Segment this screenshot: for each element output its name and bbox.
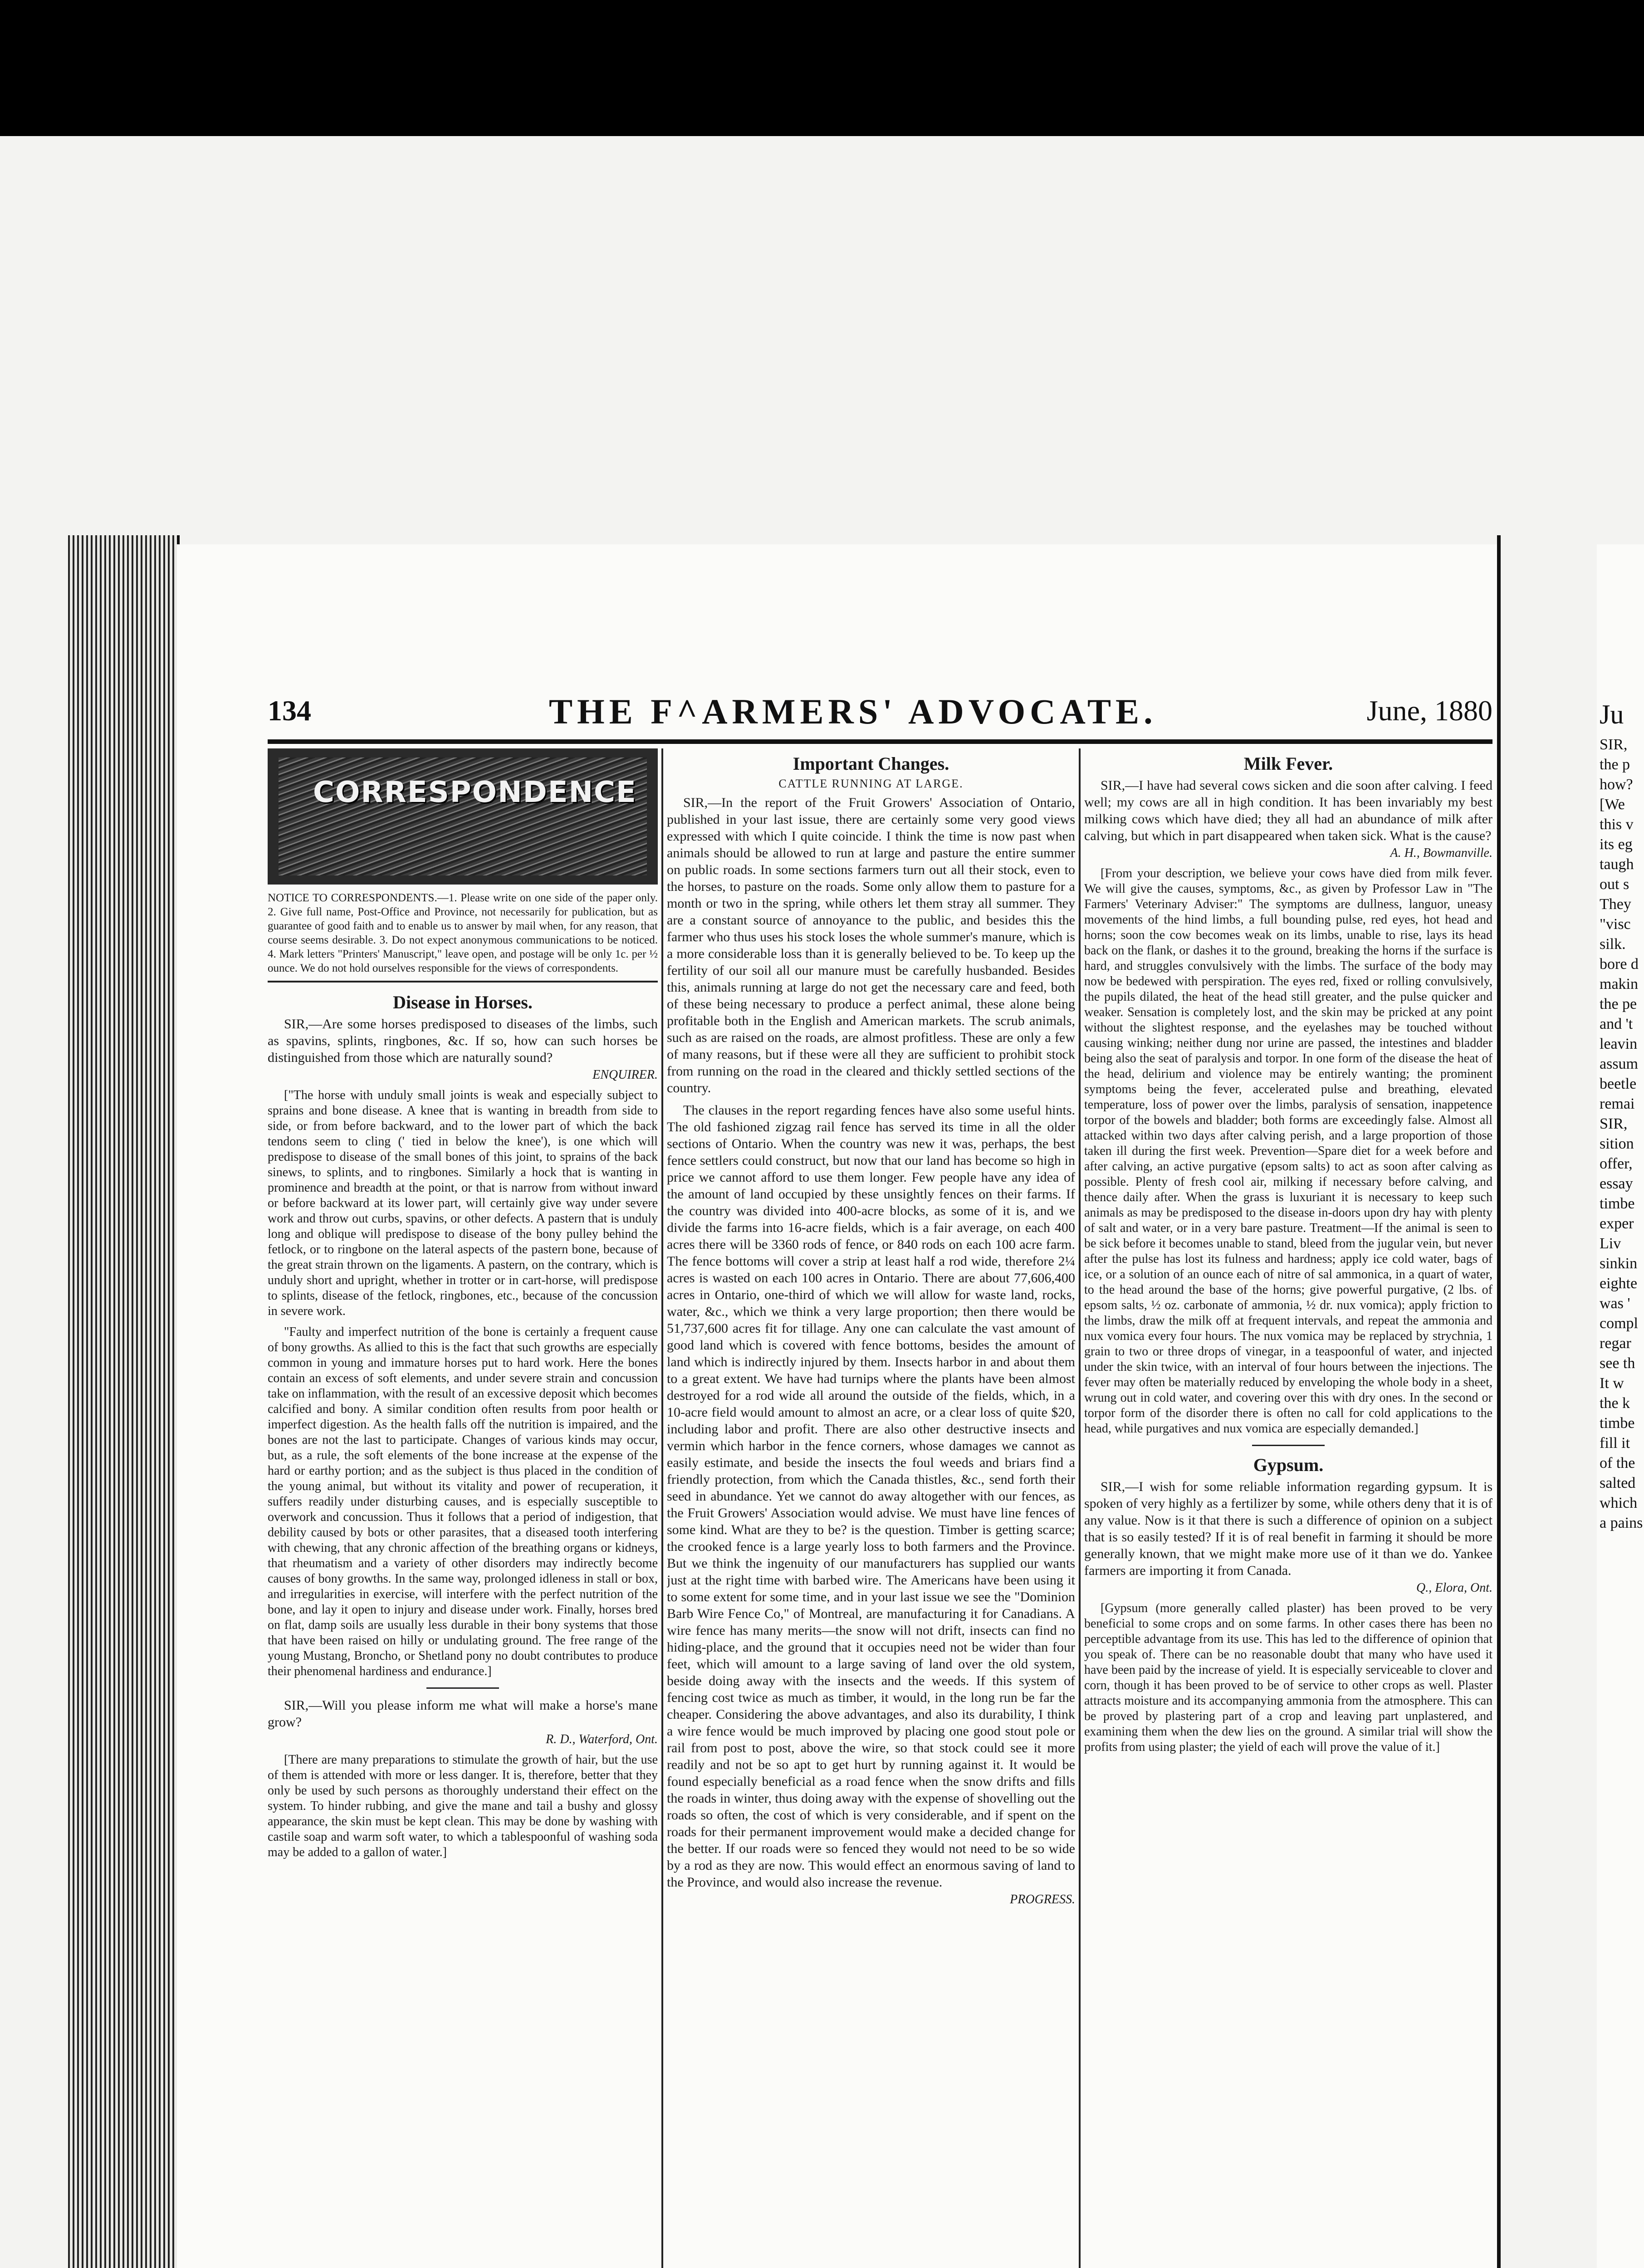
next-page-text-fragment: the pe: [1600, 996, 1637, 1012]
next-page-text-fragment: was ': [1600, 1295, 1630, 1312]
editor-reply: ["The horse with unduly small joints is weak and especially subject to sprains and bone disease. A knee that is wanting in breadth from side to side, or from before backward, and to the lower part of which the back tendons seem to cling (' tied in below the knee'), is one which will predispose to disease of the small bones of this joint, to sprains of the back sinews, to splints, and to ringbones. Similarly a hock that is wanting in prominence and breadth at the point, or that is narrow from without inward or before backward at its lower part, will certainly give way under severe work and throw out curbs, spavins, or other defects. A pastern that is unduly long and oblique will predispose to disease of the bony pulley behind the fetlock, or to ringbone on the lateral aspects of the pastern bone, because of the great strain thrown on the ligaments. A pastern, on the contrary, which is unduly short and upright, whether in trotter or in cart-horse, will predispose to splints, disease of the fetlock, ringbones, etc., because of the concussion in severe work.: [268, 1088, 658, 1318]
next-page-text-fragment: sition: [1600, 1135, 1634, 1152]
next-page-text-fragment: and 't: [1600, 1016, 1633, 1032]
next-page-text-fragment: silk.: [1600, 936, 1626, 953]
page-header: [268, 694, 1492, 735]
next-page-text-fragment: "visc: [1600, 916, 1631, 933]
section-rule: [268, 981, 658, 982]
next-page-text-fragment: remai: [1600, 1095, 1635, 1112]
next-page-text-fragment: They: [1600, 896, 1631, 913]
issue-date: June, 1880: [1366, 694, 1492, 727]
next-page-text-fragment: its eg: [1600, 836, 1633, 853]
next-page-text-fragment: timbe: [1600, 1415, 1635, 1432]
article-title-milk-fever: Milk Fever.: [1243, 753, 1333, 774]
next-page-text-fragment: which: [1600, 1495, 1638, 1511]
next-page-text-fragment: SIR,: [1600, 736, 1628, 753]
article-title-disease-in-horses: Disease in Horses.: [393, 992, 533, 1012]
letter-text: SIR,—I have had several cows sicken and die soon after calving. I feed well; my cows are all in high condition. It has been invariably my best milking cows which have died; they all had an abundance of milk after calving, but which in part disappeared when taken sick. What is the cause?: [1084, 778, 1492, 843]
header-rule: [268, 739, 1492, 744]
page-number: 134: [268, 694, 311, 727]
next-page-text-fragment: of the: [1600, 1455, 1635, 1471]
next-page-text-fragment: the p: [1600, 756, 1630, 773]
next-page-text-fragment: beetle: [1600, 1075, 1637, 1092]
next-page-text-fragment: eighte: [1600, 1275, 1638, 1292]
column-rule: [1079, 748, 1081, 2268]
column-1: [268, 748, 658, 2268]
column-3: [1084, 748, 1492, 2268]
next-page-text-fragment: taugh: [1600, 856, 1634, 873]
letter-signature: R. D., Waterford, Ont.: [546, 1732, 658, 1746]
editor-reply: "Faulty and imperfect nutrition of the bone is certainly a frequent cause of bony growths. As allied to this is the fact that such growths are especially common in young and immature horses put to hard work. Here the bones contain an excess of soft elements, and under severe strain and concussion take on inflammation, with the result of an excessive deposit which becomes calcified and bony. A similar condition often results from poor health or imperfect digestion. As the health falls off the nutrition is impaired, and the bones are not the last to participate. Changes of various kinds may occur, but, as a rule, the soft elements of the bone increase at the expense of the hard or earthy portion; and as the subject is thus placed in the condition of the young animal, but without its vitality and power of recuperation, it suffers readily under disturbing causes, and is especially susceptible to overwork and concussion. Thus it follows that a period of indigestion, that debility caused by bots or other parasites, that a diseased tooth interfering with chewing, that any chronic affection of the breathing organs or kidneys, that rheumatism and a variety of other disorders may indirectly become causes of bony growths. In the same way, prolonged idleness in stall or box, and irregularities in exercise, will interfere with the perfect nutrition of the bone, and lay it open to injury and disease under work. Finally, horses bred on flat, damp soils are usually less durable in their bony systems that those that have been raised on hilly or undulating ground. The free range of the young Mustang, Broncho, or Shetland pony no doubt contributes to produce their phenomenal hardiness and endurance.]: [268, 1325, 658, 1678]
next-page-text-fragment: see th: [1600, 1355, 1635, 1372]
next-page-text-fragment: sinkin: [1600, 1255, 1638, 1272]
article-subtitle: CATTLE RUNNING AT LARGE.: [778, 777, 964, 790]
next-page-text-fragment: essay: [1600, 1175, 1633, 1192]
letter-text: SIR,—Are some horses predisposed to diseases of the limbs, such as spavins, splints, ringbones, &c. If so, how can such horses be distinguished from those which are naturally sound?: [268, 1017, 658, 1065]
newspaper-page: [177, 544, 1497, 2268]
scan-border-top: [0, 0, 1644, 136]
editor-reply: [From your description, we believe your cows have died from milk fever. We will give the causes, symptoms, &c., as given by Professor Law in "The Farmers' Veterinary Adviser:" The symptoms are dullness, languor, uneasy movements of the hind limbs, a full bounding pulse, red eyes, hot head and horns; soon the cow becomes weak on its limbs, unable to rise, lays its head back on the flank, or dashes it to the ground, breaking the horns if the surface is hard, and struggles convulsively with the limbs. The surface of the body may now be bedewed with perspiration. The eyes red, fixed or rolling convulsively, the pupils dilated, the heat of the head still greater, and the pulse quicker and weaker. Sensation is completely lost, and the skin may be pricked at any point without the slightest response, and the eyelashes may be touched without causing winking; neither dung nor urine are passed, the intestines and bladder being also the seat of paralysis and torpor. In one form of the disease the heat of the head, delirium and violence may be entirely wanting; the prominent symptoms being the fever, accelerated pulse and breathing, elevated temperature, loss of power over the limbs, paralysis of sensation, inappetence torpor of the bowels and bladder; both forms are exceedingly false. Almost all attacked within two days after calving perish, and a large proportion of those taken ill during the first week. Prevention—Spare diet for a week before and after calving, an active purgative (epsom salts) to act as soon after calving as possible. Plenty of fresh cool air, milking if necessary before calving, and thence daily after. When the grass is luxuriant it is necessary to keep such animals as may be predisposed to the disease in-doors upon dry hay with plenty of salt and water, or in a very bare pasture. Treatment—If the animal is seen to be sick before it becomes unable to stand, bleed from the jugular vein, but never after the pulse has lost its fulness and hardness; apply ice cold water, bags of ice, or a solution of an ounce each of nitre of sal ammonica, in a quart of water, to the head around the base of the horns; give powerful purgative, (2 lbs. of epsom salts, ½ oz. carbonate of ammonia, ½ dr. nux vomica); apply friction to the limbs, draw the milk off at frequent intervals, and repeat the ammonia and nux vomica every four hours. The nux vomica may be replaced by strychnia, 1 grain to two or three drops of vinegar, in a teaspoonful of water, and injected under the skin twice, with an interval of four hours between the injections. The fever may often be materially reduced by enveloping the whole body in a sheet, wrung out in cold water, and covering over this with dry ones. In the second or torpor form of the disorder there is often no call for cold applications to the head, while purgatives and nux vomica are especially demanded.]: [1084, 866, 1492, 1436]
divider: [1252, 1445, 1325, 1446]
article-paragraph: SIR,—In the report of the Fruit Growers' Association of Ontario, published in your last issue, there are certainly some very good views expressed with which I quite coincide. I think the time is now past when animals should be allowed to run at large and pasture the entire summer on public roads. In some sections farmers turn out all their stock, even to the horses, to pasture on the roads. Some only allow them to pasture for a month or two in the spring, while others let them stray all summer. They are a constant source of annoyance to the public, and besides this the farmer who thus uses his stock loses the whole summer's manure, which is a more considerable loss than it is generally believed to be. To keep up the fertility of our soil all our manure must be carefully husbanded. Besides this, animals running at large do not get the necessary care and feed, both of these being necessary to produce a perfect animal, these alone being profitable both in the English and American markets. The scrub animals, such as are raised on the roads, are almost profitless. These are only a few of many reasons, but if these were all they are sufficient to prohibit stock from running on the road in the cleared and thickly settled sections of the country.: [667, 795, 1075, 1095]
next-page-text-fragment: bore d: [1600, 956, 1639, 973]
next-page-text-fragment: out s: [1600, 876, 1629, 893]
letter-signature: Q., Elora, Ont.: [1416, 1581, 1492, 1595]
next-page-text-fragment: the k: [1600, 1395, 1630, 1412]
correspondence-banner: [268, 748, 658, 885]
next-page-text-fragment: timbe: [1600, 1195, 1635, 1212]
next-page-text-fragment: leavin: [1600, 1036, 1638, 1052]
editor-reply: [There are many preparations to stimulate the growth of hair, but the use of them is attended with more or less danger. It is, therefore, better that they only be used by such persons as thoroughly understand their effect on the system. To hinder rubbing, and give the mane and tail a bushy and glossy appearance, the skin must be kept clean. This may be done by washing with castile soap and warm soft water, to which a tablespoonful of washing soda may be added to a gallon of water.]: [268, 1753, 658, 1859]
letter-text: SIR,—I wish for some reliable information regarding gypsum. It is spoken of very highly as a fertilizer by some, while others deny that it is of any value. Now is it that there is such a difference of opinion on a subject that is so easily tested? If it is of real benefit in farming it should be more generally known, that we might make more use of it than we do. Yankee farmers are importing it from Canada.: [1084, 1479, 1492, 1578]
next-page-text-fragment: makin: [1600, 976, 1638, 992]
column-rule: [661, 748, 663, 2268]
article-title-gypsum: Gypsum.: [1253, 1455, 1324, 1475]
masthead: THE F^ARMERS' ADVOCATE.: [549, 692, 1157, 731]
article-title-important-changes: Important Changes.: [793, 753, 949, 774]
column-2: [667, 748, 1075, 2268]
next-page-text-fragment: regar: [1600, 1335, 1631, 1352]
next-page-text-fragment: Ju: [1600, 699, 1624, 729]
notice-to-correspondents: NOTICE TO CORRESPONDENTS.—1. Please write on one side of the paper only. 2. Give full name, Post-Office and Province, not necessarily for publication, but as guarantee of good faith and to enable us to answer by mail when, for any reason, that course seems desirable. 3. Do not expect anonymous communications to be noticed. 4. Mark letters "Printers' Manuscript," leave open, and postage will be only 1c. per ½ ounce. We do not hold ourselves responsible for the views of correspondents.: [268, 892, 658, 974]
next-page-text-fragment: [We: [1600, 796, 1625, 813]
next-page-text-fragment: SIR,: [1600, 1115, 1628, 1132]
letter-signature: A. H., Bowmanville.: [1390, 846, 1492, 860]
next-page-text-fragment: compl: [1600, 1315, 1638, 1332]
banner-title: CORRESPONDENCE: [313, 776, 637, 809]
next-page-text-fragment: Liv: [1600, 1235, 1621, 1252]
banner-engraving: [279, 758, 647, 875]
letter-text: SIR,—Will you please inform me what will make a horse's mane grow?: [268, 1698, 658, 1730]
page-gutter: [1497, 535, 1600, 2268]
book-binding-edge: [68, 535, 180, 2268]
article-paragraph: The clauses in the report regarding fences have also some useful hints. The old fashioned zigzag rail fence has served its time in all the older sections of Ontario. When the country was new it was, perhaps, the best fence settlers could construct, but now that our land has become so high in price we cannot afford to use them longer. Few people have any idea of the amount of land occupied by these unsightly fences on their farms. If the country was divided into 400-acre blocks, as some of it is, and we divide the farms into 16-acre fields, which is a fair average, on each 400 acres there will be 3360 rods of fence, or 840 rods on each 100 acre farm. The fence bottoms will cover a strip at least half a rod wide, therefore 2¼ acres is wasted on each 100 acres in Ontario. There are about 77,606,400 acres in Ontario, one-third of which we will allow for waste land, rocks, water, &c., which we think a very large proportion; then there would be 51,737,600 acres fit for tillage. Any one can calculate the vast amount of good land which is covered with fence bottoms, besides the amount of land which is indirectly injured by them. Insects harbor in and about them to a great extent. We have had turnips where the plants have been almost destroyed for a rod wide all around the outside of the fields, which, in a 10-acre field would amount to almost an acre, or a clear loss of quite $20, including labor and profit. There are also other destructive insects and vermin which harbor in the fence corners, whose damages we cannot as easily estimate, and beside the insects the foul weeds and briars find a friendly protection, from which the Canada thistles, &c., send forth their seed in abundance. Yet we cannot do away altogether with our fences, as the Fruit Growers' Association would advise. We must have line fences of some kind. What are they to be? is the question. Timber is getting scarce; the crooked fence is a large yearly loss to both farmers and the Province. But we think the ingenuity of our manufacturers has supplied our wants just at the right time with barbed wire. The Americans have been using it to some extent for some time, and in your last issue we see the "Dominion Barb Wire Fence Co," of Montreal, are manufacturing it for Canadians. A wire fence has many merits—the snow will not drift, insects can find no hiding-place, and the ground that it occupies need not be wider than four feet, which will amount to a large saving of land over the old system, beside doing away with the insects and the weeds. If this system of fencing cost twice as much as timber, it would, in the long run be far the cheaper. Considering the above advantages, and also its durability, I think a wire fence would be much improved by placing one good stout pole or rail from post to post, above the wire, so that stock could see it more readily and not be so apt to get hurt by running against it. It would be found especially beneficial as a road fence when the snow drifts and fills the roads in winter, thus doing away with the expense of shovelling out the roads so often, the cost of which is very considerable, and if spent on the roads for their permanent improvement would make a decided change for the better. If our roads were so fenced they would not need to be so wide by a rod as they are now. This would effect an enormous saving of land to the Province, and would also increase the revenue.: [667, 1103, 1075, 1890]
editor-reply: [Gypsum (more generally called plaster) has been proved to be very beneficial to some crops and on some farms. In other cases there has been no perceptible advantage from its use. This has led to the difference of opinion that you speak of. There can be no reasonable doubt that many who have used it have been paid by the increase of yield. It is especially serviceable to clover and corn, though it has been proved to be of service to other crops as well. Plaster attracts moisture and its accompanying ammonia from the atmosphere. This can be proved by plastering part of a crop and leaving part unplastered, and examining them when the dew lies on the ground. A similar trial will show the profits from using plaster; the yield of each will prove the value of it.]: [1084, 1601, 1492, 1754]
next-page-text-fragment: a pains: [1600, 1515, 1643, 1531]
next-page-text-fragment: salted: [1600, 1475, 1636, 1491]
next-page-text-fragment: fill it: [1600, 1435, 1630, 1452]
article-signature: PROGRESS.: [1010, 1892, 1075, 1906]
next-page-text-fragment: It w: [1600, 1375, 1624, 1392]
next-page-text-fragment: how?: [1600, 776, 1633, 793]
divider: [426, 1687, 499, 1689]
next-page-text-fragment: exper: [1600, 1215, 1634, 1232]
next-page-text-fragment: offer,: [1600, 1155, 1633, 1172]
next-page-text-fragment: this v: [1600, 816, 1634, 833]
next-page-fragment: [1597, 544, 1644, 2268]
letter-signature: ENQUIRER.: [592, 1068, 658, 1082]
next-page-text-fragment: assum: [1600, 1056, 1638, 1072]
